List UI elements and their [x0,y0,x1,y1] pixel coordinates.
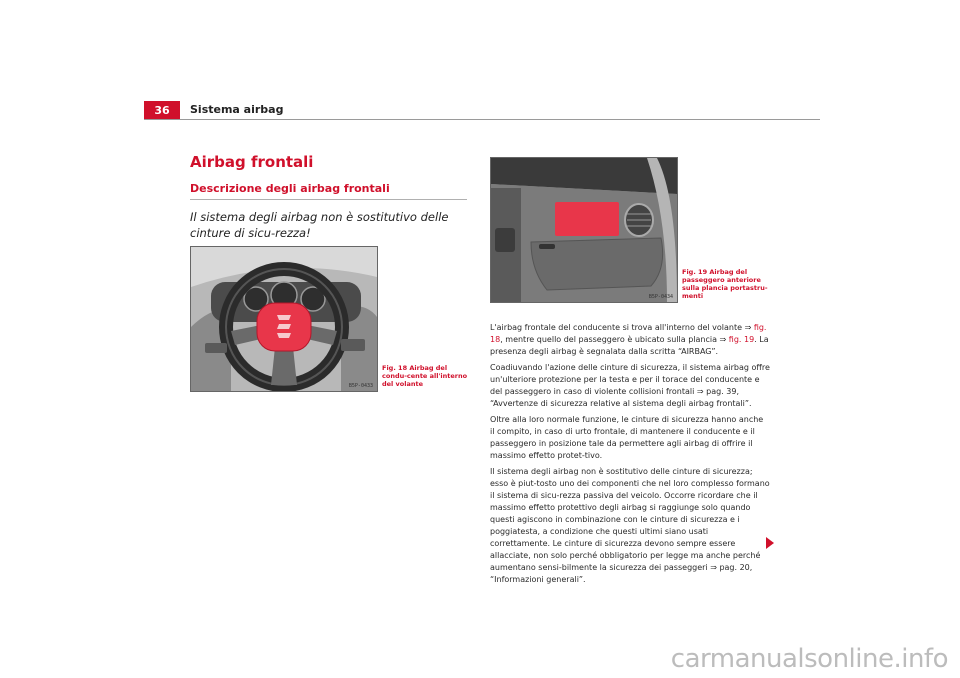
subsection-title: Descrizione degli airbag frontali [190,182,390,195]
subsection-divider [190,199,467,200]
fig-19-link[interactable]: fig. 19 [728,335,755,344]
fig-18-link[interactable]: fig. 18 [490,323,767,344]
running-title: Sistema airbag [190,103,284,116]
figure-19-caption: Fig. 19 Airbag del passeggero anteriore sulla plancia portastru-menti [682,268,768,300]
paragraph-3: Oltre alla loro normale funzione, le cinture di sicurezza hanno anche il compito, in caso di urto frontale, di mantenere il conducente e il passeggero in posizione tale da permettere agli airbag di offrire il massimo effetto protet-tivo. [490,415,764,460]
body-text [490,322,770,590]
figure-18-caption: Fig. 18 Airbag del condu-cente all'interno del volante [382,364,468,388]
page-number: 36 [144,101,180,119]
paragraph-4: Il sistema degli airbag non è sostitutivo delle cinture di sicurezza; esso è piut-tosto uno dei componenti che nel loro complesso formano il sistema di sicu-rezza passiva del veicolo. Occorre ricordare che il massimo effetto protettivo degli airbag si raggiunge solo quando questi agiscono in combinazione con le cinture di sicurezza e i poggiatesta, a condizione che questi ultimi siano usati correttamente. Le cinture di sicurezza devono sempre essere allacciate, non solo perché obbligatorio per legge ma anche perché aumentano sensi-bilmente la sicurezza dei passeggeri ⇒ pag. 20, “Informazioni generali”. [490,467,770,584]
dashboard-illustration [491,158,677,302]
steering-wheel-illustration [191,247,377,391]
header-divider [144,119,820,120]
section-title: Airbag frontali [190,153,314,171]
figure-passenger-airbag [490,157,678,303]
figure-code: B5P-0433 [348,383,373,389]
figure-code: B5P-0434 [648,294,673,300]
paragraph-1: L'airbag frontale del conducente si trova all'interno del volante ⇒ fig. 18, mentre quello del passeggero è ubicato sulla plancia ⇒ fig. 19. La presenza degli airbag è segnalata dalla scritta “AIRBAG”. [490,323,769,356]
figure-steering-wheel [190,246,378,392]
lead-warning: Il sistema degli airbag non è sostitutivo delle cinture di sicu-rezza! [190,210,449,240]
paragraph-2: Coadiuvando l'azione delle cinture di sicurezza, il sistema airbag offre un'ulteriore protezione per la testa e per il torace del conducente e del passeggero in caso di violente collisioni frontali ⇒ pag. 39, “Avvertenze di sicurezza relative al sistema degli airbag frontali”. [490,363,770,408]
next-page-arrow-icon[interactable] [766,537,774,549]
watermark: carmanualsonline.info [670,644,948,674]
